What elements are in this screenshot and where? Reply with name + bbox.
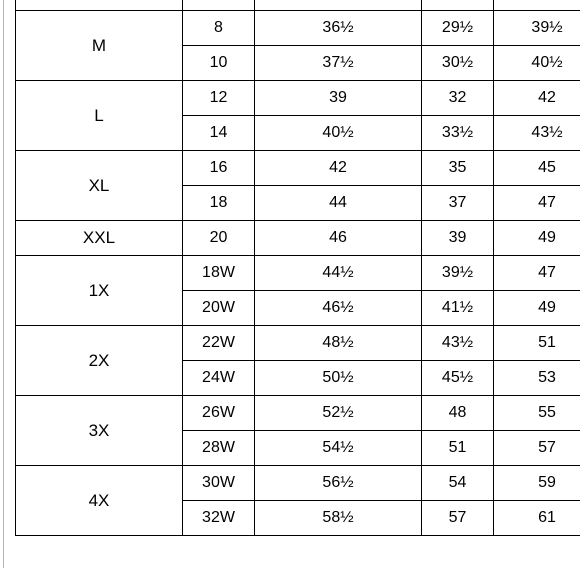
measurement-cell: 40½: [494, 46, 580, 81]
measurement-cell: 39½: [494, 11, 580, 46]
numeric-size-cell: 18W: [183, 256, 255, 291]
numeric-size-cell: 16: [183, 151, 255, 186]
numeric-size-cell: 20W: [183, 291, 255, 326]
measurement-cell: 55: [494, 396, 580, 431]
measurement-cell: [494, 0, 580, 11]
numeric-size-cell: 32W: [183, 501, 255, 536]
measurement-cell: 48: [422, 396, 494, 431]
numeric-size-cell: 24W: [183, 361, 255, 396]
size-label-cell: L: [16, 81, 183, 151]
measurement-cell: [255, 0, 422, 11]
measurement-cell: 54: [422, 466, 494, 501]
size-label-cell: XL: [16, 151, 183, 221]
measurement-cell: 52½: [255, 396, 422, 431]
measurement-cell: 35: [422, 151, 494, 186]
measurement-cell: 43½: [422, 326, 494, 361]
measurement-cell: 47: [494, 186, 580, 221]
measurement-cell: 39: [255, 81, 422, 116]
measurement-cell: 44½: [255, 256, 422, 291]
size-label-cell: XXL: [16, 221, 183, 256]
measurement-cell: 45: [494, 151, 580, 186]
numeric-size-cell: 14: [183, 116, 255, 151]
measurement-cell: 43½: [494, 116, 580, 151]
measurement-cell: 41½: [422, 291, 494, 326]
measurement-cell: 51: [494, 326, 580, 361]
measurement-cell: 57: [494, 431, 580, 466]
measurement-cell: 29½: [422, 11, 494, 46]
measurement-cell: 61: [494, 501, 580, 536]
table-row: [16, 256, 580, 291]
measurement-cell: 56½: [255, 466, 422, 501]
measurement-cell: 30½: [422, 46, 494, 81]
measurement-cell: 36½: [255, 11, 422, 46]
measurement-cell: 49: [494, 291, 580, 326]
table-row: [16, 466, 580, 501]
size-label-cell: [16, 0, 183, 11]
table-row: [16, 81, 580, 116]
measurement-cell: 33½: [422, 116, 494, 151]
size-chart-body: [16, 0, 580, 536]
size-label-cell: 4X: [16, 466, 183, 536]
table-row: [16, 11, 580, 46]
numeric-size-cell: 22W: [183, 326, 255, 361]
numeric-size-cell: 28W: [183, 431, 255, 466]
measurement-cell: 48½: [255, 326, 422, 361]
measurement-cell: 37: [422, 186, 494, 221]
measurement-cell: 51: [422, 431, 494, 466]
measurement-cell: 39: [422, 221, 494, 256]
measurement-cell: 44: [255, 186, 422, 221]
table-row: [16, 0, 580, 11]
size-label-cell: 2X: [16, 326, 183, 396]
numeric-size-cell: 18: [183, 186, 255, 221]
measurement-cell: 37½: [255, 46, 422, 81]
table-row: [16, 151, 580, 186]
measurement-cell: 42: [494, 81, 580, 116]
numeric-size-cell: 20: [183, 221, 255, 256]
measurement-cell: 32: [422, 81, 494, 116]
measurement-cell: 45½: [422, 361, 494, 396]
table-row: [16, 326, 580, 361]
numeric-size-cell: 8: [183, 11, 255, 46]
measurement-cell: 40½: [255, 116, 422, 151]
measurement-cell: 58½: [255, 501, 422, 536]
size-label-cell: M: [16, 11, 183, 81]
measurement-cell: 47: [494, 256, 580, 291]
measurement-cell: 39½: [422, 256, 494, 291]
measurement-cell: 53: [494, 361, 580, 396]
numeric-size-cell: [183, 0, 255, 11]
measurement-cell: 46: [255, 221, 422, 256]
table-row: [16, 221, 580, 256]
measurement-cell: 57: [422, 501, 494, 536]
table-row: [16, 396, 580, 431]
numeric-size-cell: 26W: [183, 396, 255, 431]
numeric-size-cell: 30W: [183, 466, 255, 501]
measurement-cell: 46½: [255, 291, 422, 326]
measurement-cell: 54½: [255, 431, 422, 466]
numeric-size-cell: 10: [183, 46, 255, 81]
page-left-rule: [3, 0, 4, 568]
size-label-cell: 1X: [16, 256, 183, 326]
measurement-cell: 59: [494, 466, 580, 501]
size-label-cell: 3X: [16, 396, 183, 466]
numeric-size-cell: 12: [183, 81, 255, 116]
size-chart-table: [15, 0, 580, 536]
measurement-cell: 42: [255, 151, 422, 186]
measurement-cell: [422, 0, 494, 11]
measurement-cell: 50½: [255, 361, 422, 396]
measurement-cell: 49: [494, 221, 580, 256]
